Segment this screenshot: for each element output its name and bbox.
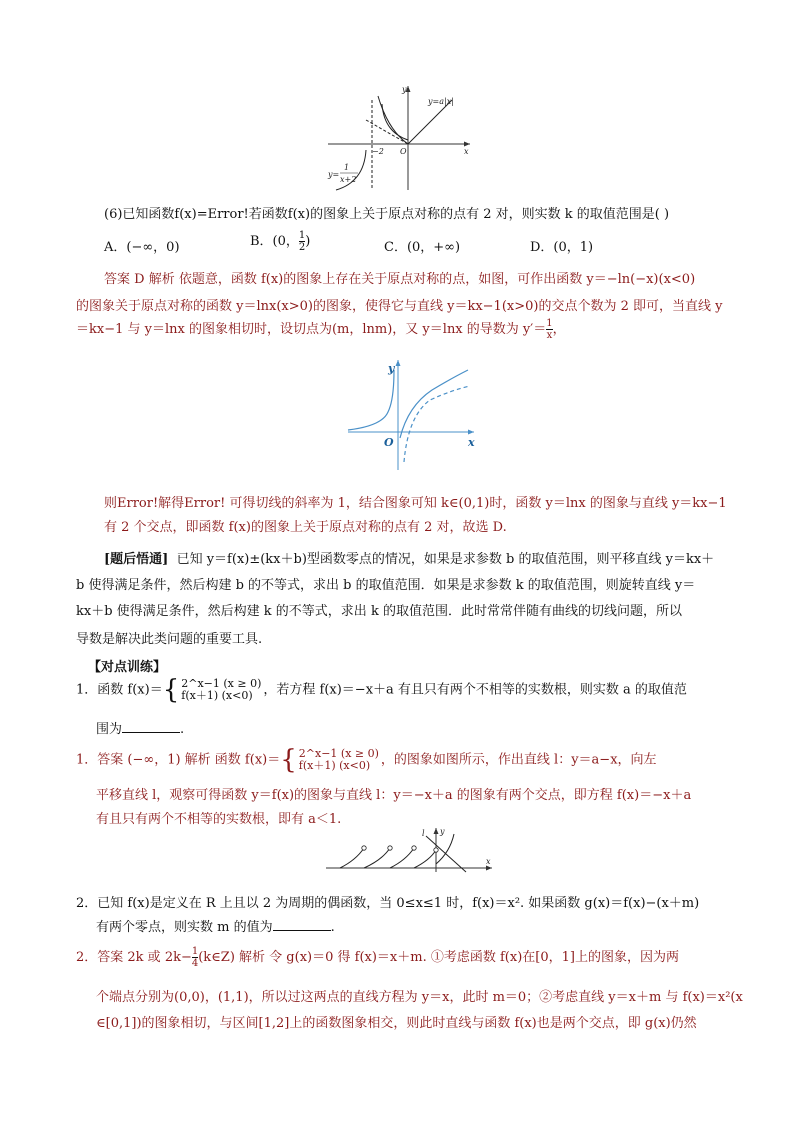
neg-ln-curve bbox=[348, 370, 394, 430]
tip-line2: b 使得满足条件，然后构建 b 的不等式，求出 b 的取值范围．如果是求参数 k 的取值范围，则旋转直线 y＝ bbox=[76, 578, 696, 593]
p2-line1: 2．已知 f(x)是定义在 R 上且以 2 为周期的偶函数，当 0≤x≤1 时，f(x)＝x². 如果函数 g(x)＝f(x)−(x＋m) bbox=[76, 896, 700, 911]
exp-branch bbox=[436, 834, 454, 864]
a1-line1: 1．答案 (−∞，1) 解析 函数 f(x)＝{ 2^x−1 (x ≥ 0) f(x＋1) (x<0) ，的图象如图所示，作出直线 l：y＝a−x，向左 bbox=[76, 745, 657, 775]
hyperbola-lower-branch bbox=[336, 150, 366, 190]
abs-left-branch bbox=[378, 96, 408, 144]
abs-label: y=a|x| bbox=[428, 97, 454, 106]
y-axis-label: y bbox=[440, 827, 445, 836]
y-axis-label: y bbox=[402, 85, 407, 94]
p1-line1: 1．函数 f(x)＝{ 2^x−1 (x ≥ 0) f(x＋1) (x<0) ，若方程 f(x)＝−x＋a 有且只有两个不相等的实数根，则实数 a 的取值范 bbox=[76, 675, 687, 705]
q6-option-a[interactable]: A．(−∞，0) bbox=[104, 240, 180, 255]
origin-label: O bbox=[384, 436, 394, 449]
q6-option-c[interactable]: C．(0，+∞) bbox=[384, 240, 461, 255]
q6-stem: (6)已知函数f(x)=Error!若函数f(x)的图象上关于原点对称的点有 2 对，则实数 k 的取值范围是( ) bbox=[104, 207, 670, 222]
hyp-label-num: 1 bbox=[344, 163, 350, 172]
p2-answer-blank[interactable] bbox=[273, 918, 331, 931]
p1-line2: 围为 . bbox=[96, 722, 185, 737]
graph-abs-hyperbola bbox=[300, 82, 480, 192]
tick-neg2: −2 bbox=[372, 147, 384, 156]
tip-title: [题后悟通] bbox=[104, 552, 169, 567]
hyp-label-left: y= bbox=[328, 170, 340, 179]
line-l bbox=[426, 836, 466, 872]
ans6-line3: ＝kx−1 与 y＝lnx 的图象相切时，设切点为(m，lnm)，又 y＝lnx 的导数为 y′＝ $\frac{1}{x}$ ， bbox=[76, 318, 566, 341]
a2-line1: 2．答案 2k 或 2k− $\frac{1}{4}$ (k∈Z) 解析 令 g(x)＝0 得 f(x)＝x＋m. ①考虑函数 f(x)在[0，1]上的图象，因为两 bbox=[76, 946, 679, 969]
x-axis-label: x bbox=[468, 436, 475, 449]
tip-line1: [题后悟通] 已知 y＝f(x)±(kx＋b)型函数零点的情况，如果是求参数 b 的取值范围，则平移直线 y＝kx＋ bbox=[104, 552, 715, 567]
hyp-label-den: x+2 bbox=[340, 175, 357, 184]
x-axis-label: x bbox=[486, 857, 491, 866]
p1-answer-blank[interactable] bbox=[122, 720, 180, 733]
tip-line4: 导数是解决此类问题的重要工具. bbox=[76, 632, 263, 647]
line-l-label: l bbox=[422, 829, 425, 838]
a2-line3: ∈[0,1])的图象相切，与区间[1,2]上的函数图象相交，则此时直线与函数 f(x)也是两个交点，即 g(x)仍然 bbox=[96, 1016, 697, 1031]
y-axis-label: y bbox=[388, 362, 395, 375]
ans6b-line2: 有 2 个交点，即函数 f(x)的图象上关于原点对称的点有 2 对，故选 D. bbox=[104, 520, 507, 535]
q6-option-d[interactable]: D．(0，1) bbox=[530, 240, 594, 255]
graph-ln bbox=[342, 356, 482, 474]
a1-line3: 有且只有两个不相等的实数根，即有 a＜1. bbox=[96, 812, 342, 827]
x-axis-label: x bbox=[464, 147, 469, 156]
hyperbola-upper-branch bbox=[382, 104, 408, 140]
a2-line2: 个端点分别为(0,0)，(1,1)，所以过这两点的直线方程为 y＝x，此时 m＝0；②考虑直线 y＝x＋m 与 f(x)＝x²(x bbox=[96, 990, 743, 1005]
p2-line2: 有两个零点，则实数 m 的值为 . bbox=[96, 920, 335, 935]
graph-periodic bbox=[326, 826, 496, 874]
ans6b-line1: 则Error!解得Error! 可得切线的斜率为 1，结合图象可知 k∈(0,1)时，函数 y＝lnx 的图象与直线 y＝kx−1 bbox=[104, 496, 727, 511]
a1-line2: 平移直线 l，观察可得函数 y＝f(x)的图象与直线 l：y＝−x＋a 的图象有两个交点，即方程 f(x)＝−x＋a bbox=[96, 788, 692, 803]
origin-label: O bbox=[400, 147, 407, 156]
ans6-line2: 的图象关于原点对称的函数 y＝lnx(x>0)的图象，使得它与直线 y＝kx−1(x>0)的交点个数为 2 即可，当直线 y bbox=[76, 299, 723, 314]
q6-option-b[interactable]: B．(0， $\frac{1}{2}$ ) bbox=[250, 230, 311, 253]
ans6-line1: 答案 D 解析 依题意，函数 f(x)的图象上存在关于原点对称的点，如图，可作出函数 y＝−ln(−x)(x<0) bbox=[104, 272, 696, 287]
abs-right-branch bbox=[408, 100, 452, 144]
tip-line3: kx＋b 使得满足条件，然后构建 k 的不等式，求出 k 的取值范围．此时常常伴随有曲线的切线问题，所以 bbox=[76, 604, 682, 619]
ln-curve-solid bbox=[400, 370, 468, 438]
ln-curve-dashed bbox=[404, 386, 470, 462]
section-title: 【对点训练】 bbox=[88, 660, 167, 675]
